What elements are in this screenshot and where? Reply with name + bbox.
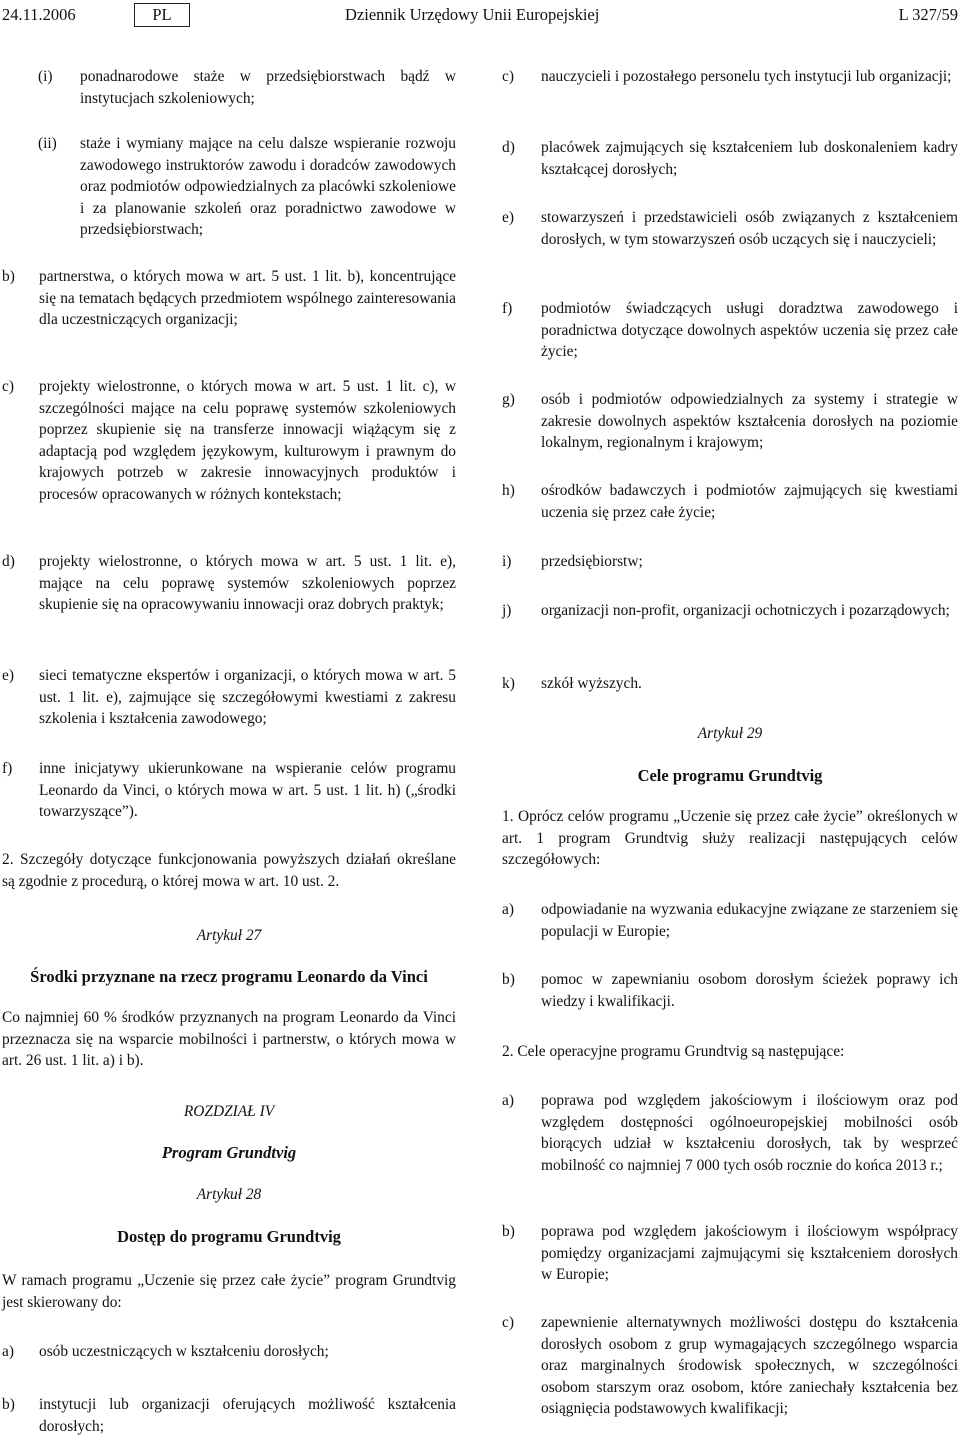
item-label: a) (502, 901, 514, 918)
list-item (502, 66, 958, 88)
item-text: poprawa pod względem jakościowym i ilościowym oraz pod względem dostępności ogólnoeuropejskiej mobilności osób biorących udział w kształceniu dorosłych, tak by wesprzeć mobilność co najmniej 7 000 tych osób rocznie do końca 2013 r.; (541, 1092, 958, 1174)
item-text: ponadnarodowe staże w przedsiębiorstwach bądź w instytucjach szkoleniowych; (80, 68, 456, 107)
item-text: stowarzyszeń i przedstawicieli osób związanych z kształceniem dorosłych, w tym stowarzyszeń osób uczących się i nauczycieli; (541, 209, 958, 248)
item-label: f) (502, 300, 513, 317)
list-item (2, 665, 456, 730)
list-item (2, 551, 456, 616)
list-item (502, 969, 958, 1012)
item-label: (i) (38, 68, 53, 85)
article-title: Dostęp do programu Grundtvig (117, 1227, 341, 1246)
item-text: partnerstwa, o których mowa w art. 5 ust. 1 lit. b), koncentrujące się na tematach będących przedmiotem wspólnego zainteresowania dla uczestniczących organizacji; (39, 268, 456, 328)
article-title: Środki przyznane na rzecz programu Leonardo da Vinci (30, 967, 428, 986)
item-label: g) (502, 391, 515, 408)
list-item (502, 207, 958, 250)
item-text: przedsiębiorstw; (541, 553, 643, 570)
paragraph: 2. Cele operacyjne programu Grundtvig są następujące: (502, 1043, 845, 1060)
paragraph: W ramach programu „Uczenie się przez całe życie” program Grundtvig jest skierowany do: (2, 1272, 456, 1311)
item-text: szkół wyższych. (541, 675, 642, 692)
page-number: L 327/59 (898, 5, 958, 24)
article-number: Artykuł 28 (196, 1186, 262, 1203)
list-item (502, 137, 958, 180)
list-item (2, 376, 456, 505)
list-item (502, 899, 958, 942)
publication-date: 24.11.2006 (2, 5, 76, 24)
item-text: projekty wielostronne, o których mowa w art. 5 ust. 1 lit. c), w szczególności mające na celu poprawę systemów szkoleniowych poprzez skupienie się na transferze innowacji wiążącym się z adaptacją pod względem językowym, kulturowym i prawnym do krajowych potrzeb w zakresie innowacyjnych produktów i procesów opracowanych w różnych kontekstach; (39, 378, 456, 503)
item-label: c) (502, 68, 514, 85)
list-item (2, 1341, 456, 1363)
item-text: inne inicjatywy ukierunkowane na wspieranie celów programu Leonardo da Vinci, o których mowa w art. 5 ust. 1 lit. h) („środki towarzyszące”). (39, 760, 456, 820)
article-number: Artykuł 29 (697, 725, 763, 742)
list-item (502, 389, 958, 454)
list-item (502, 673, 958, 695)
list-item (2, 1394, 456, 1437)
item-text: pomoc w zapewnianiu osobom dorosłym ścieżek poprawy ich wiedzy i kwalifikacji. (541, 971, 958, 1010)
list-item (2, 758, 456, 823)
item-label: d) (2, 553, 15, 570)
list-item (2, 266, 456, 331)
page-header (0, 4, 960, 28)
paragraph: 2. Szczegóły dotyczące funkcjonowania powyższych działań określane są zgodnie z procedurą, o której mowa w art. 10 ust. 2. (2, 851, 456, 890)
item-text: instytucji lub organizacji oferujących możliwość kształcenia dorosłych; (39, 1396, 456, 1435)
item-label: a) (502, 1092, 514, 1109)
item-label: c) (502, 1314, 514, 1331)
paragraph: Co najmniej 60 % środków przyznanych na program Leonardo da Vinci przeznacza się na wsparcie mobilności i partnerstw, o których mowa w art. 26 ust. 1 lit. a) i b). (2, 1009, 456, 1069)
item-text: ośrodków badawczych i podmiotów zajmujących się kwestiami uczenia się przez całe życie; (541, 482, 958, 521)
item-label: c) (2, 378, 14, 395)
item-text: projekty wielostronne, o których mowa w art. 5 ust. 1 lit. e), mające na celu poprawę systemów szkoleniowych poprzez skupienie się na opracowywaniu innowacji oraz dobrych praktyk; (39, 553, 456, 613)
program-title: Program Grundtvig (161, 1143, 297, 1162)
item-text: placówek zajmujących się kształceniem lub doskonaleniem kadry kształcącej dorosłych; (541, 139, 958, 178)
list-item (502, 600, 958, 622)
item-text: osób i podmiotów odpowiedzialnych za systemy i strategie w zakresie dowolnych aspektów kształcenia dorosłych na poziomie lokalnym, regionalnym i krajowym; (541, 391, 958, 451)
item-label: e) (2, 667, 14, 684)
item-label: b) (2, 1396, 15, 1413)
list-item (2, 133, 456, 241)
item-text: staże i wymiany mające na celu dalsze wspieranie rozwoju zawodowego instruktorów zawodu i doradców zawodowych oraz podmiotów odpowiedzialnych za placówki szkoleniowe i za planowanie szkoleń oraz poradnictwo zawodowe w przedsiębiorstwach; (80, 135, 456, 238)
item-text: odpowiadanie na wyzwania edukacyjne związane ze starzeniem się populacji w Europie; (541, 901, 958, 940)
item-label: b) (2, 268, 15, 285)
list-item (502, 480, 958, 523)
item-text: podmiotów świadczących usługi doradztwa zawodowego i poradnictwa dotyczące dowolnych aspektów uczenia się przez całe życie; (541, 300, 958, 360)
item-label: d) (502, 139, 515, 156)
item-label: (ii) (38, 135, 57, 152)
article-title: Cele programu Grundtvig (637, 766, 823, 785)
item-text: poprawa pod względem jakościowym i ilościowym współpracy pomiędzy organizacjami zajmującymi się kształceniem dorosłych w Europie; (541, 1223, 958, 1283)
list-item (502, 298, 958, 363)
journal-title: Dziennik Urzędowy Unii Europejskiej (345, 5, 600, 24)
item-label: i) (502, 553, 512, 570)
item-label: a) (2, 1343, 14, 1360)
item-label: h) (502, 482, 515, 499)
item-label: j) (502, 602, 512, 619)
item-label: b) (502, 971, 515, 988)
item-text: zapewnienie alternatywnych możliwości dostępu do kształcenia dorosłych osobom z grup wymagających szczególnego wsparcia oraz marginalnych środowisk społecznych, w szczególności osobom starszym oraz osobom, które zaniechały kształcenia bez osiągnięcia podstawowych kwalifikacji; (541, 1314, 958, 1417)
item-label: k) (502, 675, 515, 692)
paragraph: 1. Oprócz celów programu „Uczenie się przez całe życie” określonych w art. 1 program Grundtvig służy realizacji następujących celów szczegółowych: (502, 808, 958, 868)
list-item (502, 1312, 958, 1420)
item-label: e) (502, 209, 514, 226)
list-item (502, 1221, 958, 1286)
item-text: nauczycieli i pozostałego personelu tych instytucji lub organizacji; (541, 68, 952, 85)
item-text: organizacji non-profit, organizacji ochotniczych i pozarządowych; (541, 602, 950, 619)
language-badge: PL (134, 3, 190, 27)
item-text: sieci tematyczne ekspertów i organizacji, o których mowa w art. 5 ust. 1 lit. e), zajmujące się szczegółowymi kwestiami z zakresu szkolenia i kształcenia zawodowego; (39, 667, 456, 727)
item-label: f) (2, 760, 13, 777)
chapter-number: ROZDZIAŁ IV (183, 1103, 275, 1120)
item-label: b) (502, 1223, 515, 1240)
list-item (502, 1090, 958, 1176)
article-number: Artykuł 27 (196, 927, 262, 944)
list-item (2, 66, 456, 109)
item-text: osób uczestniczących w kształceniu dorosłych; (39, 1343, 329, 1360)
list-item (502, 551, 958, 573)
